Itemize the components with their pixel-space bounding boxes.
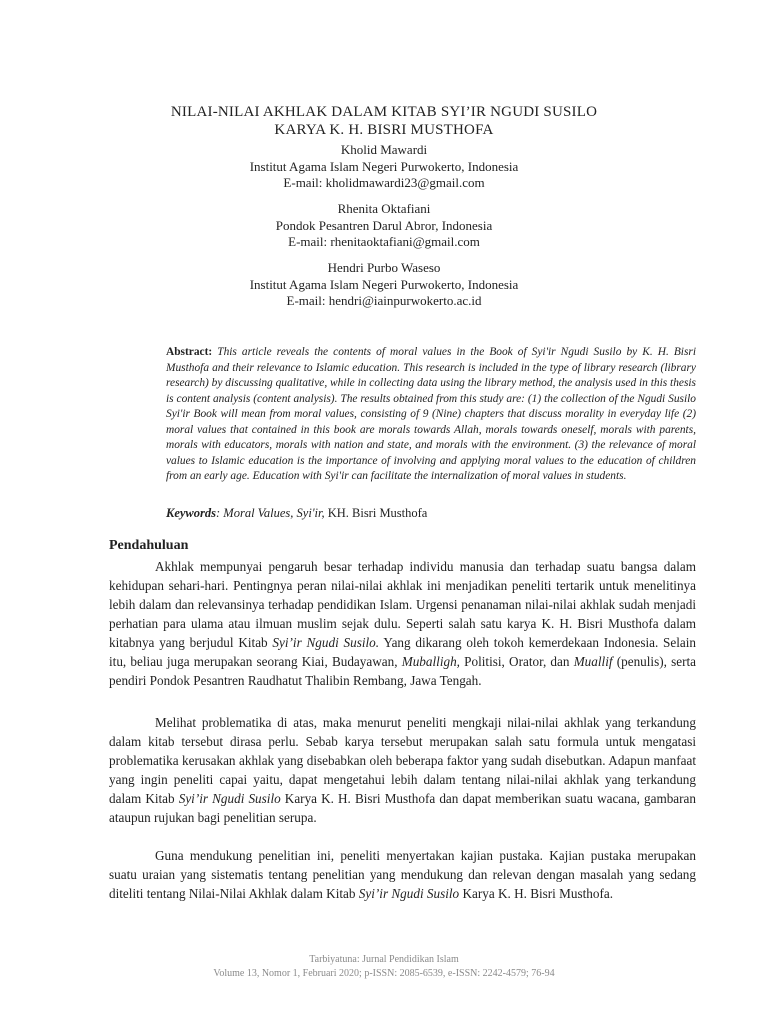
keywords-label: Keywords (166, 506, 216, 520)
title-line-1: NILAI-NILAI AKHLAK DALAM KITAB SYI’IR NGUDI SUSILO (170, 104, 598, 120)
paragraph-1 (109, 557, 696, 690)
footer-journal: Tarbiyatuna: Jurnal Pendidikan Islam (309, 954, 459, 965)
paragraph-italic: Muallif (573, 654, 613, 669)
paragraph-3 (109, 846, 696, 903)
paragraph-text: Politisi, Orator, dan (459, 654, 574, 669)
keywords-terms: : Moral Values, Syi'ir, (216, 506, 325, 520)
paragraph-2 (109, 713, 696, 827)
paragraph-text: Karya K. H. Bisri Musthofa. (459, 886, 613, 901)
paragraph-italic: Syi’ir Ngudi Susilo. (272, 635, 380, 650)
paragraph-italic: Syi’ir Ngudi Susilo (178, 791, 281, 806)
paragraph-text: Melihat problematika di atas, maka menurut peneliti mengkaji nilai-nilai akhlak yang terkandung dalam kitab tersebut dirasa perlu. Sebab karya tersebut merupakan salah satu formula untuk mengatasi problematika kerusakan akhlak yang disebabkan oleh beberapa faktor yang sudah disebutkan. Adapun manfaat yang ingin peneliti capai yaitu, dapat mengetahui lebih dalam tentang nilai-nilai akhlak yang terkandung dalam Kitab (109, 715, 696, 806)
paragraph-text: (penulis), serta pendiri Pondok Pesantren Raudhatut Thalibin Rembang, Jawa Tengah. (109, 654, 697, 688)
author-block-1 (0, 142, 768, 192)
keywords-rest: KH. Bisri Musthofa (324, 506, 428, 520)
author-affiliation: Institut Agama Islam Negeri Purwokerto, Indonesia (249, 276, 519, 292)
title-line-2: KARYA K. H. BISRI MUSTHOFA (274, 122, 494, 138)
paragraph-italic: Syi’ir Ngudi Susilo (358, 886, 460, 901)
author-email: E-mail: kholidmawardi23@gmail.com (283, 175, 485, 190)
paragraph-italic: Muballigh, (401, 654, 460, 669)
author-affiliation: Institut Agama Islam Negeri Purwokerto, Indonesia (249, 158, 519, 174)
abstract (166, 345, 696, 485)
author-name: Hendri Purbo Waseso (327, 260, 441, 275)
paragraph-text: Akhlak mempunyai pengaruh besar terhadap individu manusia dan terhadap suatu bangsa dalam kehidupan sehari-hari. Pentingnya peran nilai-nilai akhlak ini menjadikan peneliti tertarik untuk menelitinya lebih dalam dan relevansinya terhadap pendidikan Islam. Urgensi penanaman nilai-nilai akhlak sudah menjadi perhatian para ulama atau ilmuan muslim sejak dulu. Seperti salah satu karya K. H. Bisri Musthofa dalam kitabnya yang berjudul Kitab (109, 559, 696, 650)
section-heading: Pendahuluan (109, 538, 189, 553)
author-name: Kholid Mawardi (340, 142, 428, 157)
abstract-text: This article reveals the contents of moral values in the Book of Syi'ir Ngudi Susilo by K. H. Bisri Musthofa and their relevance to Islamic education. This research is included in the type of library research (library research) by discussing qualitative, while in collecting data using the library method, the analysis used in this thesis is content analysis (content analysis). The results obtained from this study are: (1) the collection of the Ngudi Susilo Syi'ir Book will mean from moral values, consisting of 9 (Nine) chapters that discuss morality in everyday life (2) moral values that contained in this book are morals towards Allah, morals towards oneself, morals with parents, morals with educators, morals with nation and state, and morals with the environment. (3) the relevance of moral values to Islamic education is the importance of involving and applying moral values to the education of children from an early age. Education with Syi'ir can facilitate the internalization of moral values in students. (166, 346, 696, 482)
author-block-2 (0, 201, 768, 251)
keywords (166, 505, 696, 521)
author-email: E-mail: rhenitaoktafiani@gmail.com (288, 234, 480, 249)
footer-issue: Volume 13, Nomor 1, Februari 2020; p-ISSN: 2085-6539, e-ISSN: 2242-4579; 76-94 (213, 968, 555, 979)
author-block-3 (0, 260, 768, 310)
paragraph-text: Karya K. H. Bisri Musthofa dan dapat memberikan suatu wacana, gambaran ataupun rujukan bagi penelitian serupa. (109, 791, 696, 825)
paragraph-text: Yang dikarang oleh tokoh kemerdekaan Indonesia. Selain itu, beliau juga merupakan seorang Kiai, Budayawan, (109, 635, 697, 669)
abstract-label: Abstract: (166, 346, 213, 358)
paper-title (0, 103, 768, 139)
author-name: Rhenita Oktafiani (337, 201, 431, 216)
author-email: E-mail: hendri@iainpurwokerto.ac.id (286, 293, 482, 308)
paragraph-text: Guna mendukung penelitian ini, peneliti menyertakan kajian pustaka. Kajian pustaka merupakan suatu uraian yang sistematis tentang penelitian yang mendukung dan relevan dengan masalah yang sedang diteliti tentang Nilai-Nilai Akhlak dalam Kitab (109, 848, 696, 901)
author-affiliation: Pondok Pesantren Darul Abror, Indonesia (275, 217, 493, 233)
